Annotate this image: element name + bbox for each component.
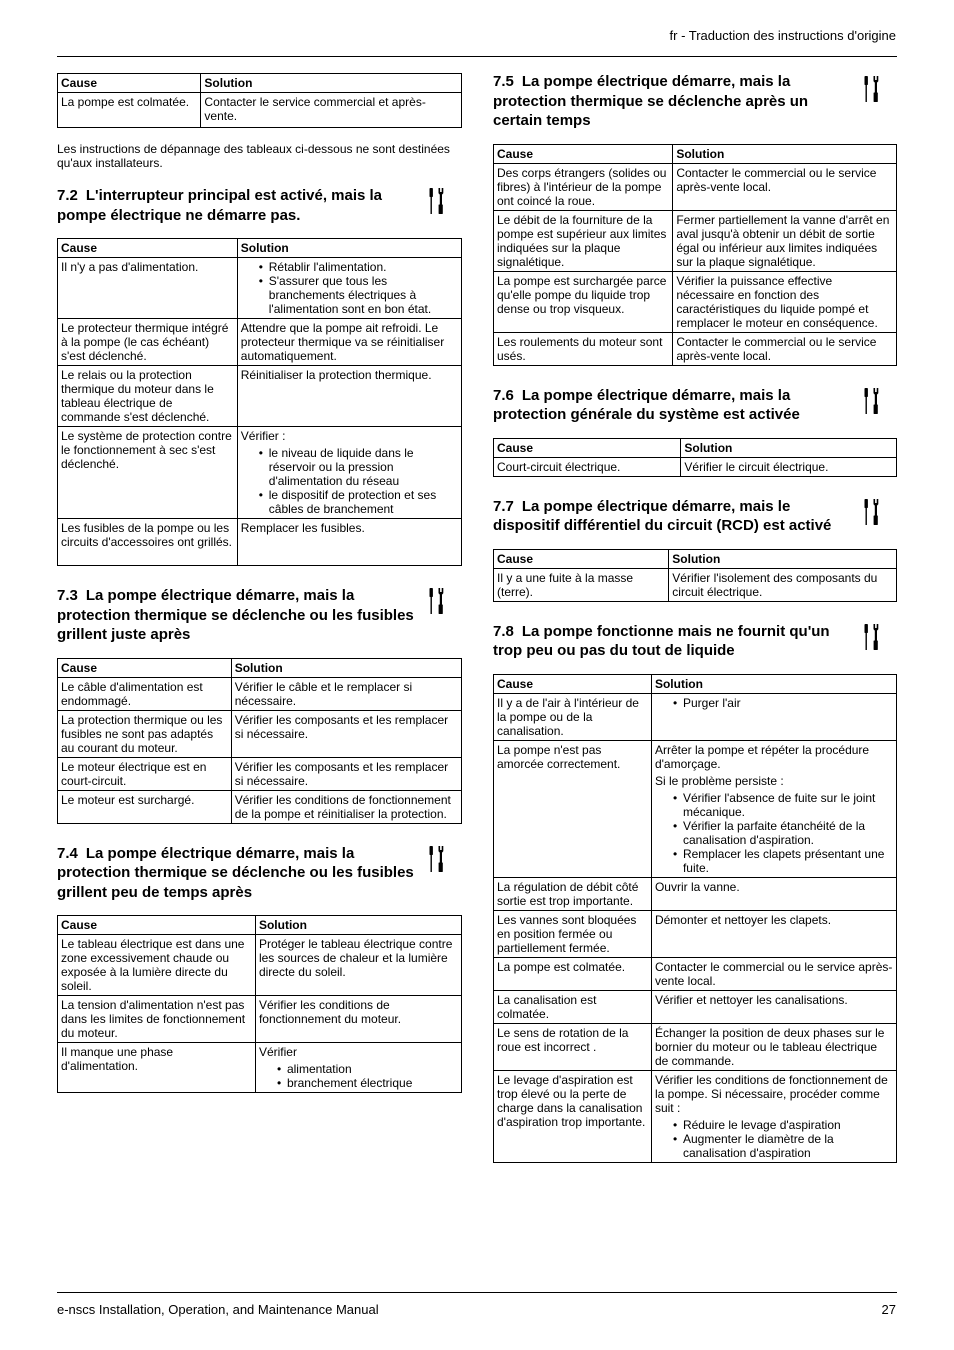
list-item: • le dispositif de protection et ses câbles de branchement xyxy=(269,488,458,516)
section-title: L'interrupteur principal est activé, mais la pompe électrique ne démarre pas. xyxy=(57,187,383,224)
table-7-4 xyxy=(57,915,462,1093)
list-item: • Réduire le levage d'aspiration xyxy=(683,1118,893,1132)
solution-cell: Protéger le tableau électrique contre les sources de chaleur et la lumière directe du soleil. xyxy=(255,935,461,996)
table-row xyxy=(58,677,462,710)
cause-cell: Il y a une fuite à la masse (terre). xyxy=(494,568,669,601)
table-7-6 xyxy=(493,438,897,477)
table-row xyxy=(58,935,462,996)
list-item: • Remplacer les clapets présentant une fuite. xyxy=(683,847,893,875)
list-item: • Vérifier la parfaite étanchéité de la canalisation d'aspiration. xyxy=(683,819,893,847)
solution-intro: Arrêter la pompe et répéter la procédure d'amorçage. xyxy=(654,742,870,771)
section-7-2-heading xyxy=(57,186,462,225)
col-solution-header: Solution xyxy=(255,916,461,935)
solution-cell: Contacter le commercial ou le service après-vente local. xyxy=(673,163,897,210)
tools-icon xyxy=(863,388,881,414)
table-row xyxy=(58,757,462,790)
table-row xyxy=(58,790,462,823)
list-item: • Augmenter le diamètre de la canalisation d'aspiration xyxy=(683,1132,893,1160)
right-column xyxy=(493,72,897,1163)
table-7-5 xyxy=(493,144,897,366)
table-row xyxy=(58,710,462,757)
col-cause-header: Cause xyxy=(58,239,238,258)
col-solution-header: Solution xyxy=(681,438,897,457)
solution-cell xyxy=(651,740,896,877)
cause-cell: Le protecteur thermique intégré à la pompe (le cas échéant) s'est déclenché. xyxy=(58,319,238,366)
cause-cell: Il n'y a pas d'alimentation. xyxy=(58,258,238,319)
col-cause-header: Cause xyxy=(494,144,673,163)
col-cause-header: Cause xyxy=(494,549,669,568)
cause-cell: La pompe est colmatée. xyxy=(494,957,652,990)
section-7-4-heading xyxy=(57,844,462,903)
solution-cell: Vérifier la puissance effective nécessaire en fonction des caractéristiques du liquide pompé et remplacer le moteur en conséquence. xyxy=(673,271,897,332)
tools-icon xyxy=(863,76,881,102)
table-row xyxy=(58,1043,462,1093)
list-item: • Vérifier l'absence de fuite sur le joint mécanique. xyxy=(683,791,893,819)
table-7-7 xyxy=(493,549,897,602)
list-item: • Rétablir l'alimentation. xyxy=(269,260,458,274)
solution-cell xyxy=(237,258,461,319)
col-cause-header: Cause xyxy=(58,74,201,93)
table-row xyxy=(58,93,462,128)
table-row xyxy=(494,457,897,476)
col-solution-header: Solution xyxy=(669,549,897,568)
cause-cell: Le système de protection contre le fonctionnement à sec s'est déclenché. xyxy=(58,427,238,519)
list-item: • branchement électrique xyxy=(287,1076,458,1090)
table-7-2 xyxy=(57,238,462,566)
table-row xyxy=(58,258,462,319)
list-item: • le niveau de liquide dans le réservoir ou la pression d'alimentation du réseau xyxy=(269,446,458,488)
cause-cell: Les vannes sont bloquées en position fermée ou partiellement fermée. xyxy=(494,910,652,957)
table-row xyxy=(58,319,462,366)
solution-cell: Vérifier les conditions de fonctionnement du moteur. xyxy=(255,996,461,1043)
table-row xyxy=(494,210,897,271)
solution-cell: Contacter le service commercial et après-vente. xyxy=(201,93,462,128)
list-item: • Purger l'air xyxy=(683,696,893,710)
section-7-6-heading xyxy=(493,386,897,425)
solution-cell: Contacter le commercial ou le service après-vente local. xyxy=(651,957,896,990)
table-row xyxy=(494,877,897,910)
table-row xyxy=(494,568,897,601)
cause-cell: La protection thermique ou les fusibles ne sont pas adaptés au courant du moteur. xyxy=(58,710,232,757)
section-title: La pompe fonctionne mais ne fournit qu'un trop peu ou pas du tout de liquide xyxy=(493,622,830,659)
solution-cell: Vérifier l'isolement des composants du circuit électrique. xyxy=(669,568,897,601)
cause-cell: La régulation de débit côté sortie est trop importante. xyxy=(494,877,652,910)
left-column xyxy=(57,73,462,1093)
section-7-3-heading xyxy=(57,586,462,645)
section-title: La pompe électrique démarre, mais le dispositif différentiel du circuit (RCD) est activé xyxy=(493,497,832,534)
solution-cell: Vérifier le circuit électrique. xyxy=(681,457,897,476)
section-number: 7.7 xyxy=(493,497,514,515)
cause-cell: Le débit de la fourniture de la pompe est supérieur aux limites indiquées sur la plaque signalétique. xyxy=(494,210,673,271)
section-7-7-heading xyxy=(493,497,897,536)
page-number: 27 xyxy=(881,1302,896,1317)
cause-cell: Court-circuit électrique. xyxy=(494,457,681,476)
section-title: La pompe électrique démarre, mais la protection générale du système est activée xyxy=(493,386,800,423)
solution-cell: Attendre que la pompe ait refroidi. Le protecteur thermique va se réinitialiser automatiquement. xyxy=(237,319,461,366)
cause-cell: La tension d'alimentation n'est pas dans les limites de fonctionnement du moteur. xyxy=(58,996,256,1043)
solution-cell: Vérifier les composants et les remplacer si nécessaire. xyxy=(231,710,461,757)
cause-cell: Le sens de rotation de la roue est incorrect . xyxy=(494,1023,652,1070)
solution-cell: Vérifier le câble et le remplacer si nécessaire. xyxy=(231,677,461,710)
solution-intro: Si le problème persiste : xyxy=(654,773,784,788)
table-7-3 xyxy=(57,658,462,824)
solution-cell: Démonter et nettoyer les clapets. xyxy=(651,910,896,957)
table-row xyxy=(58,366,462,427)
section-number: 7.8 xyxy=(493,622,514,640)
table-row xyxy=(58,427,462,519)
cause-cell: Le levage d'aspiration est trop élevé ou la perte de charge dans la canalisation d'aspiration trop importante. xyxy=(494,1070,652,1162)
intro-note: Les instructions de dépannage des tableaux ci-dessous ne sont destinées qu'aux installateurs. xyxy=(57,142,450,170)
cause-cell: La pompe est surchargée parce qu'elle pompe du liquide trop dense ou trop visqueux. xyxy=(494,271,673,332)
table-row xyxy=(494,163,897,210)
intro-table xyxy=(57,73,462,128)
table-row xyxy=(58,996,462,1043)
list-item: • alimentation xyxy=(287,1062,458,1076)
section-number: 7.3 xyxy=(57,587,78,604)
table-row xyxy=(494,271,897,332)
solution-intro: Vérifier xyxy=(258,1045,297,1059)
tools-icon xyxy=(428,588,446,614)
col-solution-header: Solution xyxy=(237,239,461,258)
col-solution-header: Solution xyxy=(673,144,897,163)
table-row xyxy=(494,1023,897,1070)
solution-cell: Vérifier les composants et les remplacer si nécessaire. xyxy=(231,757,461,790)
table-row xyxy=(494,332,897,365)
solution-cell: Vérifier et nettoyer les canalisations. xyxy=(651,990,896,1023)
header-rule xyxy=(57,56,897,57)
section-number: 7.5 xyxy=(493,73,514,90)
cause-cell: Le relais ou la protection thermique du moteur dans le tableau électrique de commande s'est déclenché. xyxy=(58,366,238,427)
cause-cell: La pompe est colmatée. xyxy=(58,93,201,128)
table-row xyxy=(494,1070,897,1162)
tools-icon xyxy=(428,188,446,214)
col-cause-header: Cause xyxy=(58,916,256,935)
cause-cell: Les fusibles de la pompe ou les circuits d'accessoires ont grillés. xyxy=(58,519,238,566)
cause-cell: Il y a de l'air à l'intérieur de la pompe ou de la canalisation. xyxy=(494,693,652,740)
section-number: 7.4 xyxy=(57,844,78,862)
solution-cell xyxy=(651,1070,896,1162)
section-number: 7.6 xyxy=(493,386,514,404)
solution-cell xyxy=(255,1043,461,1093)
footer-rule xyxy=(57,1292,897,1293)
col-solution-header: Solution xyxy=(651,674,896,693)
list-item: • S'assurer que tous les branchements électriques à l'alimentation sont en bon état. xyxy=(269,274,458,316)
solution-cell: Échanger la position de deux phases sur le bornier du moteur ou le tableau électrique de commande. xyxy=(651,1023,896,1070)
solution-intro: Vérifier les conditions de fonctionnement de la pompe. Si nécessaire, procéder comme suit : xyxy=(654,1072,888,1115)
section-number: 7.2 xyxy=(57,187,78,204)
col-solution-header: Solution xyxy=(231,658,461,677)
col-cause-header: Cause xyxy=(58,658,232,677)
cause-cell: Le moteur électrique est en court-circuit. xyxy=(58,757,232,790)
tools-icon xyxy=(863,499,881,525)
footer-manual-title: e-nscs Installation, Operation, and Maintenance Manual xyxy=(57,1302,379,1317)
solution-cell: Ouvrir la vanne. xyxy=(651,877,896,910)
page-header: fr - Traduction des instructions d'origine xyxy=(669,28,896,43)
table-row xyxy=(494,957,897,990)
col-cause-header: Cause xyxy=(494,438,681,457)
cause-cell: La canalisation est colmatée. xyxy=(494,990,652,1023)
tools-icon xyxy=(428,846,446,872)
solution-cell: Vérifier les conditions de fonctionnement de la pompe et réinitialiser la protection. xyxy=(231,790,461,823)
cause-cell: Des corps étrangers (solides ou fibres) à l'intérieur de la pompe ont coincé la roue. xyxy=(494,163,673,210)
table-row xyxy=(494,740,897,877)
cause-cell: La pompe n'est pas amorcée correctement. xyxy=(494,740,652,877)
table-7-8 xyxy=(493,674,897,1163)
solution-cell xyxy=(237,427,461,519)
table-row xyxy=(494,693,897,740)
section-7-8-heading xyxy=(493,622,897,661)
solution-cell: Contacter le commercial ou le service après-vente local. xyxy=(673,332,897,365)
section-title: La pompe électrique démarre, mais la protection thermique se déclenche ou les fusibles grillent peu de temps après xyxy=(57,844,414,901)
section-7-5-heading xyxy=(493,72,897,131)
cause-cell: Le tableau électrique est dans une zone excessivement chaude ou exposée à la lumière directe du soleil. xyxy=(58,935,256,996)
solution-intro: Vérifier : xyxy=(240,429,286,443)
table-row xyxy=(58,519,462,566)
cause-cell: Le moteur est surchargé. xyxy=(58,790,232,823)
col-solution-header: Solution xyxy=(201,74,462,93)
cause-cell: Le câble d'alimentation est endommagé. xyxy=(58,677,232,710)
section-title: La pompe électrique démarre, mais la protection thermique se déclenche ou les fusibles grillent juste après xyxy=(57,587,414,643)
solution-cell: Fermer partiellement la vanne d'arrêt en aval jusqu'à obtenir un débit de sortie égal ou inférieur aux limites indiquées sur la plaque signalétique. xyxy=(673,210,897,271)
solution-cell: Remplacer les fusibles. xyxy=(237,519,461,566)
cause-cell: Les roulements du moteur sont usés. xyxy=(494,332,673,365)
solution-cell xyxy=(651,693,896,740)
cause-cell: Il manque une phase d'alimentation. xyxy=(58,1043,256,1093)
table-row xyxy=(494,990,897,1023)
table-row xyxy=(494,910,897,957)
col-cause-header: Cause xyxy=(494,674,652,693)
tools-icon xyxy=(863,624,881,650)
solution-cell: Réinitialiser la protection thermique. xyxy=(237,366,461,427)
section-title: La pompe électrique démarre, mais la protection thermique se déclenche après un certain temps xyxy=(493,73,809,129)
